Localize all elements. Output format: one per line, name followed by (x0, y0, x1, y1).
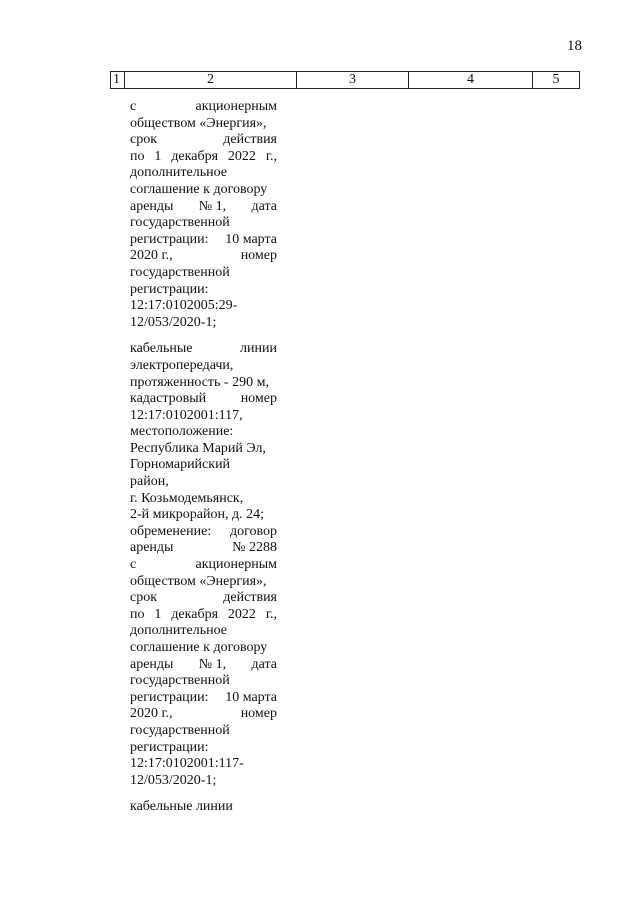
word: 12/053/2020-1; (130, 772, 217, 788)
text-line (130, 199, 277, 216)
text-line (130, 607, 277, 624)
word: соглашение к договору (130, 640, 268, 655)
column-header-5: 5 (552, 72, 560, 87)
word: № 1, (198, 656, 227, 672)
text-line (130, 557, 277, 574)
column-2-text (130, 99, 277, 826)
text-line (130, 375, 277, 392)
text-line (130, 358, 277, 375)
word: номер (240, 248, 277, 264)
word: 1 (154, 148, 162, 164)
word: соглашение к договору (130, 181, 268, 197)
word: 2022 (227, 606, 256, 622)
word: дополнительное (130, 623, 227, 639)
word: государственной (130, 673, 230, 689)
word: дата (251, 656, 277, 672)
text-entry (130, 799, 277, 816)
word: Республика Марий Эл, (130, 440, 266, 456)
word: дата (251, 198, 277, 214)
word: кадастровый (130, 391, 207, 407)
text-line (130, 341, 277, 358)
column-header-2: 2 (125, 72, 297, 88)
text-line (130, 132, 277, 149)
text-line (130, 149, 277, 166)
table-header-row (110, 71, 580, 89)
word: договор (229, 523, 277, 539)
word: 1 (154, 606, 162, 622)
text-line (130, 116, 277, 133)
word: действия (223, 132, 277, 148)
word: обременение: (130, 523, 212, 539)
word: действия (223, 590, 277, 606)
word: регистрации: (130, 231, 209, 247)
word: 2022 (227, 148, 256, 164)
text-line (130, 391, 277, 408)
text-line (130, 574, 277, 591)
word: Горномарийский (130, 457, 231, 473)
word: дополнительное (130, 165, 227, 181)
page-number: 18 (567, 38, 582, 54)
text-line (130, 408, 277, 425)
text-line (130, 657, 277, 674)
word: кабельные линии (130, 799, 233, 815)
word: 2-й микрорайон, д. 24; (130, 507, 265, 523)
word: обществом «Энергия», (130, 115, 267, 131)
word: № 1, (198, 198, 227, 214)
text-line (130, 99, 277, 116)
text-entry (130, 341, 277, 789)
word: государственной (130, 215, 230, 231)
word: акционерным (195, 99, 277, 114)
word: обществом «Энергия», (130, 573, 267, 589)
word: аренды (130, 656, 174, 672)
word: регистрации: (130, 689, 209, 705)
word: 2020 г., (130, 248, 173, 264)
text-line (130, 182, 277, 199)
text-line (130, 491, 277, 508)
word: электропередачи, (130, 357, 234, 373)
text-line (130, 507, 277, 524)
text-line (130, 706, 277, 723)
text-line (130, 424, 277, 441)
text-line (130, 265, 277, 282)
text-line (130, 640, 277, 657)
word: аренды (130, 540, 174, 556)
word: аренды (130, 198, 174, 214)
word: по (130, 148, 145, 164)
text-line (130, 457, 277, 474)
text-line (130, 690, 277, 707)
text-line (130, 524, 277, 541)
text-line (130, 740, 277, 757)
word: декабря (171, 148, 219, 164)
word: декабря (171, 606, 219, 622)
text-line (130, 215, 277, 232)
text-line (130, 315, 277, 332)
word: срок (130, 132, 158, 148)
word: государственной (130, 264, 230, 280)
word: с (130, 557, 137, 573)
column-header-1: 1 (111, 72, 125, 88)
word: регистрации: (130, 281, 209, 297)
word: 12:17:0102001:117- (130, 756, 244, 772)
text-entry (130, 99, 277, 331)
word: 12:17:0102001:117, (130, 407, 243, 423)
word: район, (130, 474, 169, 490)
text-line (130, 799, 277, 816)
word: линии (240, 341, 277, 357)
text-line (130, 232, 277, 249)
word: по (130, 606, 145, 622)
word: протяженность - 290 м, (130, 374, 269, 390)
text-line (130, 773, 277, 790)
word: государственной (130, 722, 230, 738)
word: с (130, 99, 137, 114)
text-line (130, 474, 277, 491)
word: акционерным (195, 557, 277, 573)
column-header-4: 4 (409, 72, 533, 88)
text-line (130, 723, 277, 740)
text-line (130, 623, 277, 640)
word: номер (240, 706, 277, 722)
word: номер (240, 391, 277, 407)
text-line (130, 298, 277, 315)
word: 12:17:0102005:29- (130, 298, 238, 314)
word: г., (265, 606, 277, 622)
word: 2020 г., (130, 706, 173, 722)
text-line (130, 756, 277, 773)
word: кабельные (130, 341, 193, 357)
word: регистрации: (130, 739, 209, 755)
word: № 2288 (232, 540, 277, 556)
text-line (130, 673, 277, 690)
text-line (130, 441, 277, 458)
text-line (130, 165, 277, 182)
word: г., (265, 148, 277, 164)
word: срок (130, 590, 158, 606)
word: г. Козьмодемьянск, (130, 490, 244, 506)
text-line (130, 540, 277, 557)
word: 10 марта (225, 231, 277, 247)
word: местоположение: (130, 424, 234, 440)
text-line (130, 248, 277, 265)
word: 10 марта (225, 689, 277, 705)
text-line (130, 590, 277, 607)
word: 12/053/2020-1; (130, 314, 217, 330)
column-header-3: 3 (297, 72, 409, 88)
text-line (130, 282, 277, 299)
